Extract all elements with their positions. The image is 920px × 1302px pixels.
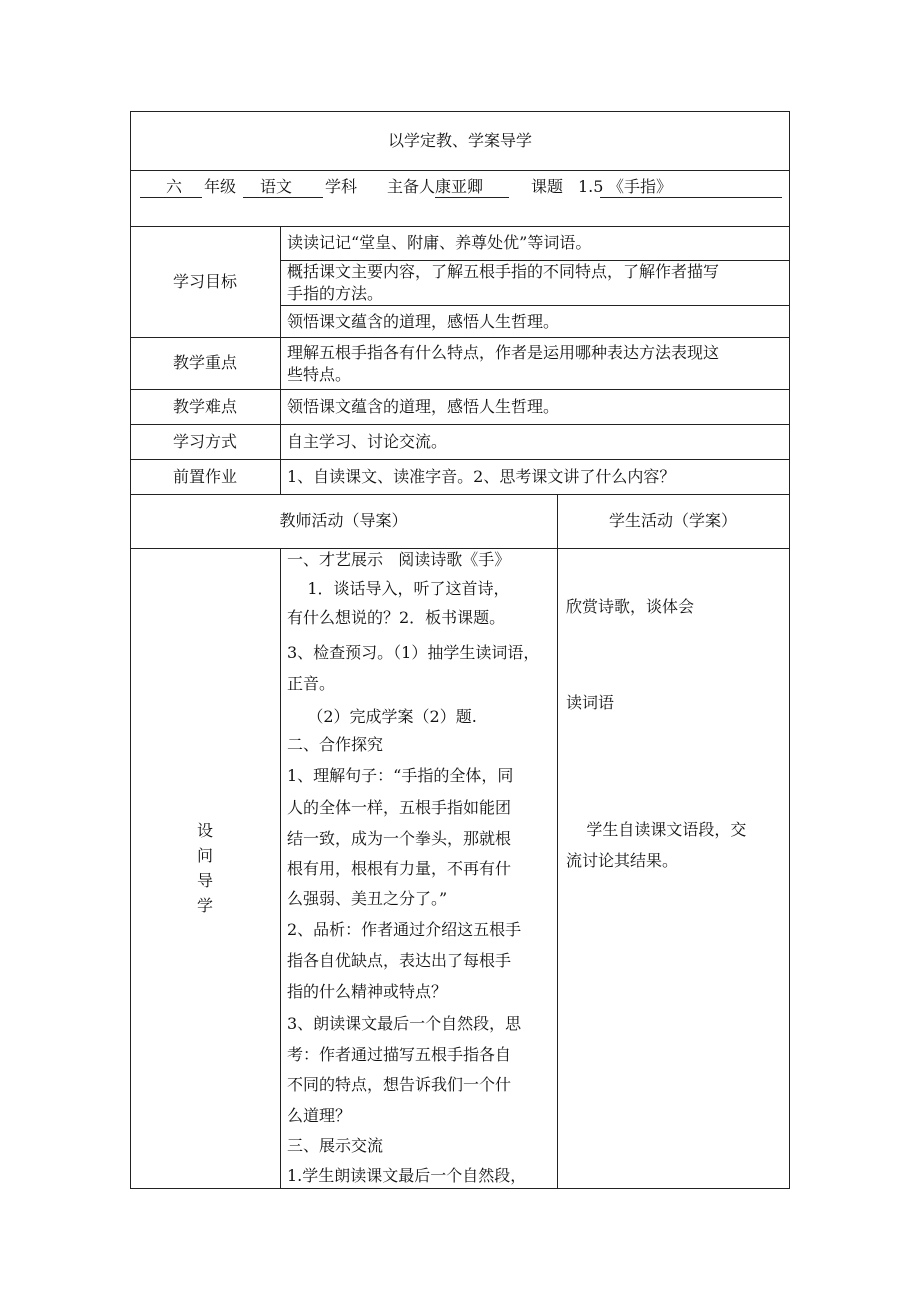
- difficulty-label: 教学难点: [172, 397, 237, 416]
- row-divider: [280, 260, 790, 261]
- preparer-name: 康亚卿: [435, 177, 484, 196]
- teacher-line: 2、品析：作者通过介绍这五根手: [287, 920, 522, 939]
- table-border-top: [130, 111, 790, 112]
- row-divider: [130, 424, 790, 425]
- activity-column-divider: [557, 494, 558, 1189]
- difficulty-text: 领悟课文蕴含的道理，感悟人生哲理。: [287, 397, 560, 416]
- lesson-underline: [600, 197, 782, 198]
- teacher-activity-header: 教师活动（导案）: [279, 511, 408, 530]
- teacher-line: 指的什么精神或特点？: [287, 982, 448, 1001]
- lesson-title: 《手指》: [608, 177, 673, 196]
- row-divider: [130, 226, 790, 227]
- homework-text: 1、自读课文、读准字音。2、思考课文讲了什么内容？: [287, 467, 676, 486]
- teacher-line: 1．谈话导入，听了这首诗，: [287, 579, 510, 598]
- teacher-line: 3、检查预习。（1）抽学生读词语，: [287, 643, 540, 662]
- method-text: 自主学习、讨论交流。: [287, 432, 448, 451]
- subject-underline: [243, 197, 323, 198]
- guide-label-char: 学: [196, 896, 213, 915]
- preparer-label: 主备人: [387, 177, 436, 196]
- teacher-line: 考：作者通过描写五根手指各自: [287, 1045, 512, 1064]
- guide-label-char: 导: [196, 871, 213, 890]
- teacher-line: 二、合作探究: [287, 735, 384, 754]
- key-point-label: 教学重点: [172, 353, 237, 372]
- row-divider: [130, 548, 790, 549]
- guide-label-char: 设: [196, 821, 213, 840]
- goal-item: 读读记记“堂皇、附庸、养尊处优”等词语。: [287, 233, 592, 252]
- teacher-line: 人的全体一样，五根手指如能团: [287, 798, 512, 817]
- teacher-line: 结一致，成为一个拳头，那就根: [287, 829, 512, 848]
- teacher-line: 么道理？: [287, 1106, 352, 1125]
- student-activity-header: 学生活动（学案）: [608, 511, 737, 530]
- goals-label: 学习目标: [172, 272, 237, 291]
- teacher-line: 不同的特点，想告诉我们一个什: [287, 1075, 512, 1094]
- table-border-bottom: [130, 1188, 790, 1189]
- teacher-line: 正音。: [287, 674, 336, 693]
- student-item: 读词语: [566, 693, 615, 712]
- key-point-text: 些特点。: [287, 365, 352, 384]
- grade-underline: [140, 197, 202, 198]
- preparer-underline: [435, 197, 509, 198]
- student-item: 欣赏诗歌，谈体会: [566, 597, 695, 616]
- goal-item: 手指的方法。: [287, 284, 384, 303]
- lesson-label: 课题: [531, 177, 564, 196]
- student-item: 学生自读课文语段，交: [566, 820, 747, 839]
- teacher-line: 三、展示交流: [287, 1136, 384, 1155]
- teacher-line: 一、才艺展示 阅读诗歌《手》: [287, 550, 511, 569]
- row-divider: [130, 170, 790, 171]
- label-column-divider: [280, 226, 281, 494]
- teacher-line: 么强弱、美丑之分了。”: [287, 889, 448, 908]
- subject-label: 学科: [325, 177, 358, 196]
- student-item: 流讨论其结果。: [566, 851, 679, 870]
- row-divider: [130, 337, 790, 338]
- teacher-line: 3、朗读课文最后一个自然段，思: [287, 1014, 522, 1033]
- teacher-line: （2）完成学案（2）题.: [287, 707, 477, 726]
- lesson-number: 1.5: [578, 177, 604, 196]
- table-border-right: [789, 111, 790, 1189]
- guide-label-char: 问: [196, 846, 213, 865]
- row-divider: [130, 459, 790, 460]
- teacher-line: 根有用，根根有力量，不再有什: [287, 859, 512, 878]
- teacher-line: 有什么想说的？2．板书课题。: [287, 608, 506, 627]
- row-divider: [130, 389, 790, 390]
- homework-label: 前置作业: [172, 467, 237, 486]
- subject-value: 语文: [260, 177, 293, 196]
- row-divider: [130, 494, 790, 495]
- goal-item: 概括课文主要内容，了解五根手指的不同特点，了解作者描写: [287, 262, 720, 281]
- goal-item: 领悟课文蕴含的道理，感悟人生哲理。: [287, 312, 560, 331]
- teacher-line: 1、理解句子：“手指的全体，同: [287, 766, 514, 785]
- teacher-line: 1.学生朗读课文最后一个自然段，: [287, 1166, 527, 1185]
- row-divider: [280, 305, 790, 306]
- teacher-line: 指各自优缺点，表达出了每根手: [287, 951, 512, 970]
- method-label: 学习方式: [172, 432, 237, 451]
- grade-label: 年级: [204, 177, 237, 196]
- key-point-text: 理解五根手指各有什么特点，作者是运用哪种表达方法表现这: [287, 343, 720, 362]
- label-column-divider: [280, 548, 281, 1189]
- grade-value: 六: [166, 177, 183, 196]
- page-title: 以学定教、学案导学: [387, 131, 532, 150]
